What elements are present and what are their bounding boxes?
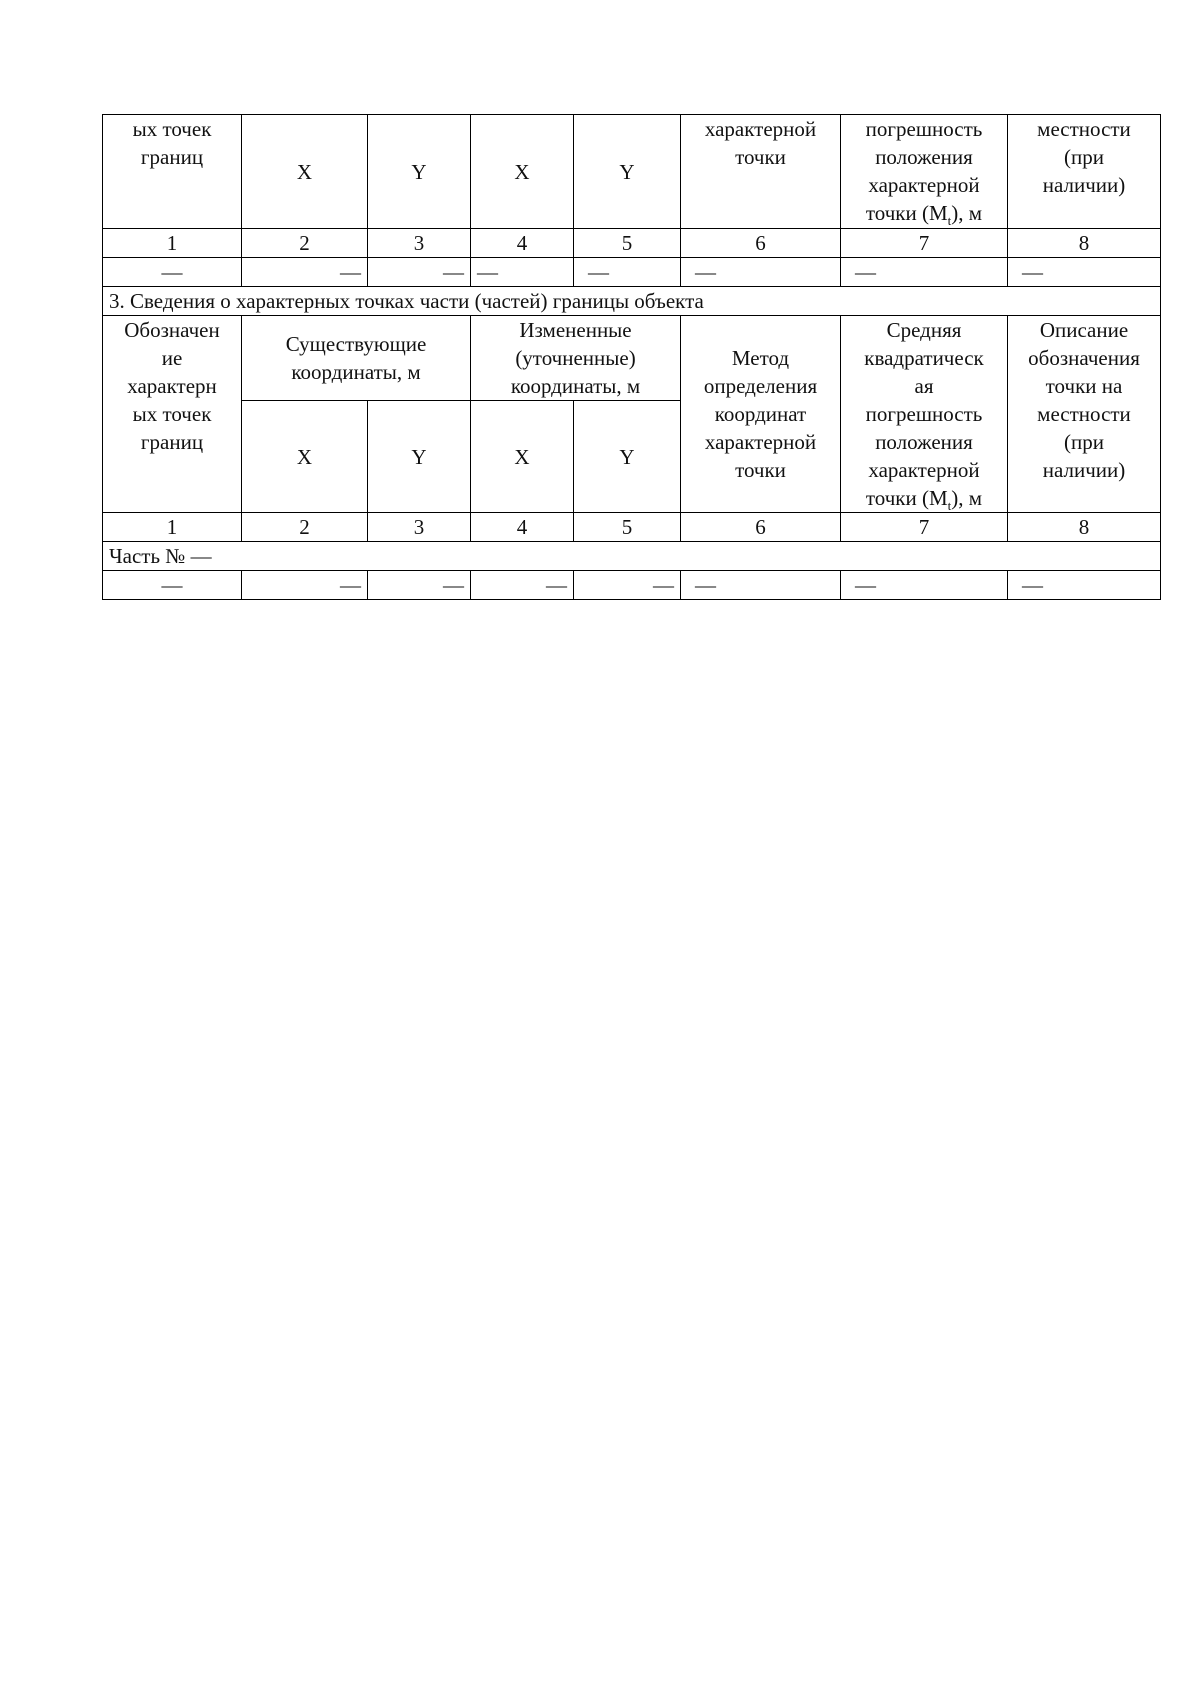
col-number: 7: [841, 513, 1008, 542]
empty-cell: —: [574, 258, 681, 287]
method-header: Метод определения координат характерной точки: [681, 316, 841, 513]
col-number: 3: [368, 229, 471, 258]
table-row: [103, 571, 1161, 600]
column-number-row: [103, 513, 1161, 542]
existing-coords-header: Существующие координаты, м: [242, 316, 471, 401]
empty-cell: —: [681, 571, 841, 600]
section-title-row: [103, 287, 1161, 316]
continued-header-row: [103, 115, 1161, 229]
col-number: 1: [103, 513, 242, 542]
empty-cell: —: [103, 571, 242, 600]
empty-cell: —: [841, 571, 1008, 600]
col-number: 4: [471, 229, 574, 258]
description-header: Описание обозначения точки на местности (при наличии): [1008, 316, 1161, 513]
col-number: 5: [574, 229, 681, 258]
cont-y1-header: Y: [368, 115, 471, 229]
empty-cell: —: [103, 258, 242, 287]
x-existing-header: X: [242, 401, 368, 513]
x-changed-header: X: [471, 401, 574, 513]
part-label-row: [103, 542, 1161, 571]
col-number: 8: [1008, 229, 1161, 258]
col-number: 2: [242, 229, 368, 258]
empty-cell: —: [574, 571, 681, 600]
section-title: 3. Сведения о характерных точках части (частей) границы объекта: [103, 287, 1161, 316]
col-number: 4: [471, 513, 574, 542]
col-number: 5: [574, 513, 681, 542]
empty-cell: —: [368, 258, 471, 287]
empty-cell: —: [1008, 571, 1161, 600]
empty-cell: —: [471, 571, 574, 600]
col-number: 6: [681, 229, 841, 258]
part-label: Часть № —: [103, 542, 1161, 571]
cont-col1-header: ых точек границ: [103, 115, 242, 229]
cont-y2-header: Y: [574, 115, 681, 229]
col-number: 7: [841, 229, 1008, 258]
points-table: [102, 114, 1161, 600]
cont-col8-header: местности (при наличии): [1008, 115, 1161, 229]
y-existing-header: Y: [368, 401, 471, 513]
column-number-row: [103, 229, 1161, 258]
cont-col7-header: погрешность положения характерной точки $(M_t)$, м: [841, 115, 1008, 229]
col-number: 6: [681, 513, 841, 542]
error-header: Средняя квадратическ ая погрешность положения характерной точки $(M_t)$, м: [841, 316, 1008, 513]
cont-x2-header: X: [471, 115, 574, 229]
empty-cell: —: [471, 258, 574, 287]
empty-cell: —: [841, 258, 1008, 287]
cont-col6-header: характерной точки: [681, 115, 841, 229]
section-header-row: [103, 316, 1161, 401]
col-number: 8: [1008, 513, 1161, 542]
empty-cell: —: [1008, 258, 1161, 287]
col-number: 2: [242, 513, 368, 542]
point-designation-header: Обозначен ие характерн ых точек границ: [103, 316, 242, 513]
col-number: 1: [103, 229, 242, 258]
y-changed-header: Y: [574, 401, 681, 513]
cont-x1-header: X: [242, 115, 368, 229]
col-number: 3: [368, 513, 471, 542]
empty-cell: —: [681, 258, 841, 287]
empty-cell: —: [368, 571, 471, 600]
changed-coords-header: Измененные (уточненные) координаты, м: [471, 316, 681, 401]
empty-cell: —: [242, 258, 368, 287]
empty-cell: —: [242, 571, 368, 600]
table-row: [103, 258, 1161, 287]
